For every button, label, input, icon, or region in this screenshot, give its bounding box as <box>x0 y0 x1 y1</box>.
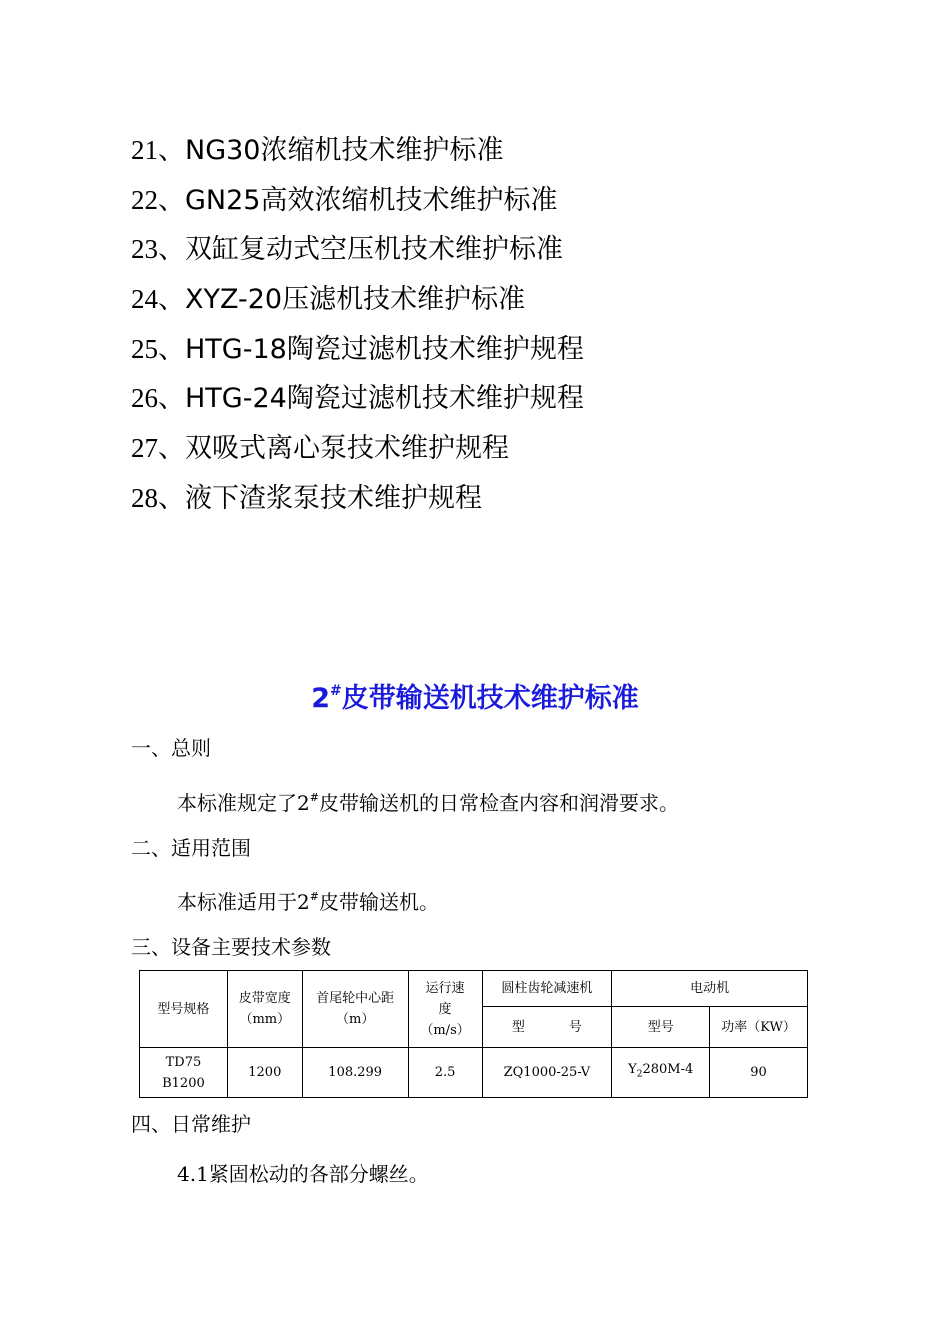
header-model: 型号规格 <box>140 971 228 1048</box>
section-heading-general: 一、总则 <box>131 736 211 760</box>
toc-item <box>131 476 584 526</box>
table-header-row <box>140 971 808 1007</box>
cell-reducer-model: ZQ1000-25-V <box>482 1048 612 1098</box>
cell-speed: 2.5 <box>408 1048 482 1098</box>
toc-text: NG30浓缩机技术维护标准 <box>185 135 504 166</box>
toc-item <box>131 376 584 426</box>
toc-list <box>131 128 584 526</box>
document-title: 2#皮带输送机技术维护标准 <box>311 683 639 714</box>
toc-item <box>131 128 584 178</box>
section-heading-maintenance: 四、日常维护 <box>131 1112 251 1136</box>
toc-number: 25、 <box>131 333 185 364</box>
cell-power: 90 <box>710 1048 808 1098</box>
toc-item <box>131 227 584 277</box>
toc-number: 22、 <box>131 184 185 215</box>
toc-number: 27、 <box>131 433 185 464</box>
section-heading-parameters: 三、设备主要技术参数 <box>131 935 331 959</box>
parameters-table <box>139 970 808 1098</box>
header-reducer: 圆柱齿轮减速机 <box>482 971 612 1007</box>
cell-center-distance: 108.299 <box>302 1048 408 1098</box>
toc-number: 26、 <box>131 383 185 414</box>
header-belt-width: 皮带宽度 （mm） <box>227 971 302 1048</box>
section-body-scope: 本标准适用于2#皮带输送机。 <box>177 890 439 914</box>
table-row <box>140 1048 808 1098</box>
toc-number: 21、 <box>131 135 185 165</box>
cell-motor-model: $Y_2280M-4$ <box>612 1048 710 1098</box>
header-center-distance: 首尾轮中心距 （m） <box>302 971 408 1048</box>
cell-belt-width: 1200 <box>227 1048 302 1098</box>
toc-text: GN25高效浓缩机技术维护标准 <box>185 184 558 216</box>
header-motor: 电动机 <box>612 971 808 1007</box>
cell-model: TD75 B1200 <box>140 1048 228 1098</box>
toc-item <box>131 327 584 377</box>
toc-text: 双缸复动式空压机技术维护标准 <box>185 234 563 266</box>
toc-item <box>131 178 584 228</box>
header-motor-model: 型号 <box>612 1007 710 1048</box>
toc-number: 28、 <box>131 482 185 513</box>
toc-item <box>131 426 584 476</box>
section-body-general: 本标准规定了2#皮带输送机的日常检查内容和润滑要求。 <box>177 791 679 815</box>
header-power: 功率（KW） <box>710 1007 808 1048</box>
toc-text: 双吸式离心泵技术维护规程 <box>185 433 509 465</box>
toc-text: HTG-24陶瓷过滤机技术维护规程 <box>185 383 584 415</box>
header-speed: 运行速 度 （m/s） <box>408 971 482 1048</box>
toc-text: HTG-18陶瓷过滤机技术维护规程 <box>185 333 584 365</box>
toc-text: 液下渣浆泵技术维护规程 <box>185 482 482 514</box>
section-heading-scope: 二、适用范围 <box>131 836 251 860</box>
toc-number: 23、 <box>131 234 185 265</box>
toc-text: XYZ-20压滤机技术维护标准 <box>185 284 526 316</box>
header-reducer-model: 型 号 <box>482 1007 612 1048</box>
toc-number: 24、 <box>131 284 185 315</box>
toc-item <box>131 277 584 327</box>
maintenance-item: 4.1紧固松动的各部分螺丝。 <box>177 1162 429 1186</box>
